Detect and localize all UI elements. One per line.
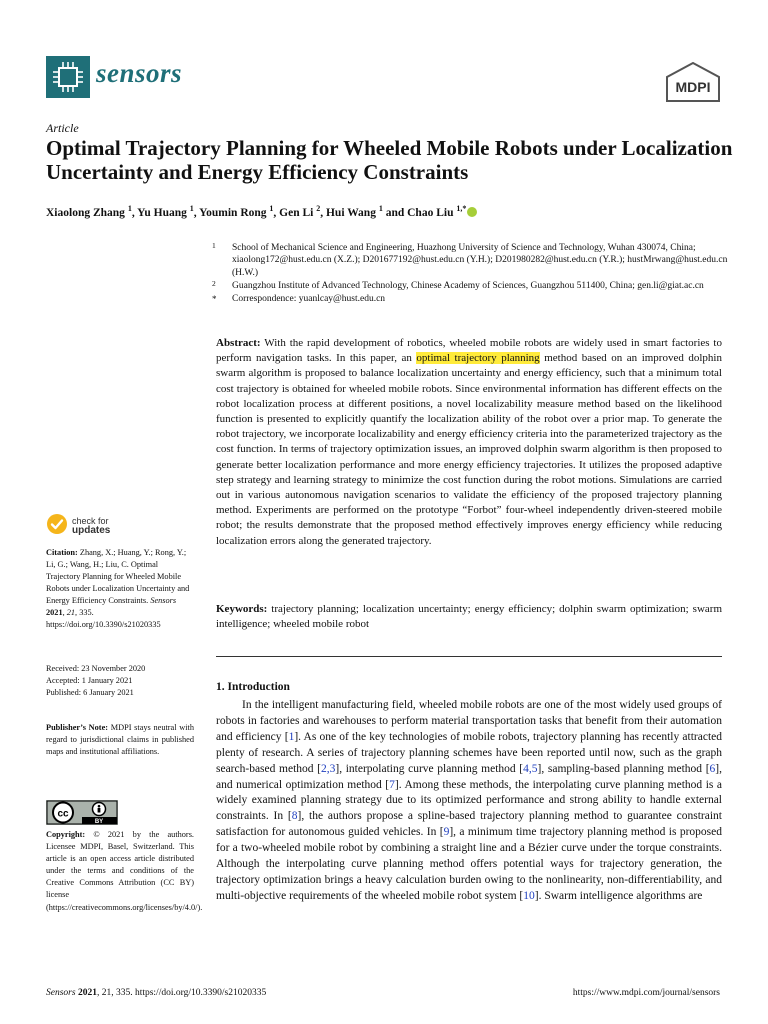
copyright [46,829,203,914]
reference-link[interactable]: 1 [288,730,295,743]
author-name[interactable]: Chao Liu [407,206,454,219]
body-text: ]. As one of the key technologies of mobile robots, trajectory planning has recently attracted plenty of research. A series of trajectory planning schemes have been reported until now, such as the graph search-based method [ [216,730,723,775]
footer-url[interactable]: https://www.mdpi.com/journal/sensors [572,988,720,998]
author-separator: , [273,206,280,219]
abstract-label: Abstract: [216,337,261,349]
author-affiliation-mark: 1 [127,204,132,213]
reference-link[interactable]: 8 [291,810,298,823]
svg-text:cc: cc [57,808,69,820]
check-updates-icon [46,513,68,535]
received-date: Received: 23 November 2020 [46,664,146,673]
check-for-updates-button[interactable] [46,513,176,539]
body-text: ]. Swarm intelligence algorithms are [534,889,703,902]
abstract-highlight[interactable]: optimal trajectory planning [416,352,540,365]
reference-link[interactable]: 10 [523,889,535,902]
footer-journal: Sensors [46,988,76,998]
journal-name[interactable]: sensors [96,58,183,88]
affiliation-text: Correspondence: yuanlcay@hust.edu.cn [232,294,386,305]
reference-link[interactable]: 9 [443,826,450,839]
body-text: ], a minimum time trajectory planning method is proposed for a two-wheeled mobile robot by combining a straight line and a Bézier curve under the torque constraints. Although the interpolating curve planning method offers potential ways for trajectory generation, the trajectory optimization brings a heavy calculation burden owing to the nonlinearity, non-differentiability, and multi-objective requirements of the wheeled mobile robot system [ [216,826,722,902]
cc-by-label: BY [94,819,104,825]
reference-link[interactable]: 7 [389,778,395,791]
article-type: Article [46,121,79,135]
affiliation-mark: 1 [212,241,216,250]
section-heading: 1. Introduction [216,681,290,693]
copyright-text: © 2021 by the authors. Licensee MDPI, Basel, Switzerland. This article is an open access article distributed under the terms and conditions of the Creative Commons Attribution (CC BY) license (https://creativecommons.org/licenses/by/4.0/). [46,830,203,912]
abstract-text-2: method based on an improved dolphin swarm algorithm is proposed to balance localization uncertainty and energy efficiency, such that a minimum total cost trajectory is obtained for wheeled mobile robots. Since environmental information has different effects on the robot localization process at different positions, a novel localizability measure method based on the likelihood function is presented to explicitly quantify the localization ability of the robot over a prior map. To generate the robot trajectory, we incorporate localizability and energy efficiency criteria into the parameterized trajectory as the cost function. In terms of trajectory optimization issues, an improved dolphin swarm algorithm is then proposed to generate better localization performance and more energy efficiency trajectories. It utilizes the proposed adaptive step strategy and learning strategy to minimize the cost function during the robot motions. Simulations are carried out in various autonomous navigation scenarios to validate the efficiency of the proposed trajectory planning method. Experiments are performed on the prototype “Forbot” four-wheel independently driven-steered mobile robot; the results demonstrate that the proposed method effectively improves energy efficiency while reducing localization errors along the generated trajectory. [216,352,722,547]
affiliation-text: School of Mechanical Science and Engineering, Huazhong University of Science and Technology, Wuhan 430074, China; xiaolong172@hust.edu.cn (X.Z.); D201677192@hust.edu.cn (Y.H.); D201980282@hust.edu.cn (Y.R.); hustMrwang@hust.edu.cn (H.W.) [232,243,728,278]
author-list [46,204,736,219]
citation-label: Citation: [46,548,78,557]
citation-journal: Sensors [150,596,177,605]
footer-year: 2021 [75,988,97,998]
publishers-note-label: Publisher’s Note: [46,723,109,732]
abstract-text-1: With the rapid development of robotics, wheeled mobile robots are widely used in smart factories to perform navigation tasks. In this paper, an [216,337,722,365]
author-affiliation-mark: 1,* [456,204,467,213]
author-separator: and [382,206,408,219]
mdpi-logo[interactable] [664,62,722,102]
author-separator: , [193,206,200,219]
footer-citation [46,988,266,998]
reference-link[interactable]: 6 [709,762,716,775]
author-affiliation-mark: 1 [189,204,194,213]
orcid-icon[interactable] [467,207,477,217]
author-name[interactable]: Yu Huang [137,206,187,219]
accepted-date: Accepted: 1 January 2021 [46,676,133,685]
footer-doi[interactable]: , 21, 335. https://doi.org/10.3390/s21020335 [96,988,267,998]
affiliation-mark: 2 [212,278,216,288]
author-separator: , [320,206,326,219]
author-affiliation-mark: 2 [316,204,321,213]
check-updates-line2: updates [72,525,111,536]
body-text: ], and numerical optimization method [ [216,762,722,791]
keywords-label: Keywords: [216,603,268,615]
author-name[interactable]: Gen Li [279,206,314,219]
author-name[interactable]: Hui Wang [325,206,376,219]
publishers-note-text: MDPI stays neutral with regard to jurisdictional claims in published maps and institutional affiliations. [46,723,194,756]
author-affiliation-mark: 1 [378,204,383,213]
author-separator: , [131,206,138,219]
author-name[interactable]: Xiaolong Zhang [46,206,125,219]
keywords [216,602,722,632]
citation [46,547,194,631]
cc-by-license-icon[interactable] [46,800,118,825]
publishers-note [46,722,194,758]
paper-title: Optimal Trajectory Planning for Wheeled Mobile Robots under Localization Uncertainty and Energy Efficiency Constraints [46,136,733,184]
abstract [216,336,722,549]
chip-icon [46,56,90,98]
affiliations [212,242,732,306]
citation-doi[interactable]: , 335. https://doi.org/10.3390/s21020335 [46,608,161,629]
body-text: In the intelligent manufacturing field, wheeled mobile robots are one of the most widely used groups of robots in factories and warehouses to perform material transportation tasks that benefit from their automation and efficiency [ [216,699,722,743]
affiliation-text: Guangzhou Institute of Advanced Technology, Chinese Academy of Sciences, Guangzhou 511400, China; gen.li@giat.ac.cn [232,280,704,291]
publisher-name: MDPI [675,79,711,95]
published-date: Published: 6 January 2021 [46,688,134,697]
author-name[interactable]: Youmin Rong [199,206,267,219]
body-text: ], interpolating curve planning method [ [335,762,524,775]
affiliation-item [212,293,732,305]
body-text: ], the authors propose a spline-based trajectory planning method to guarantee constraint satisfaction for autonomous guided vehicles. In [ [216,810,722,839]
author-affiliation-mark: 1 [269,204,274,213]
reference-link[interactable]: 2,3 [320,762,336,775]
check-updates-line1: check for [72,516,109,526]
affiliation-mark: * [212,294,217,305]
body-text: ], sampling-based planning method [ [537,762,710,775]
section-divider [216,656,722,657]
citation-text: Zhang, X.; Huang, Y.; Rong, Y.; Li, G.; Wang, H.; Liu, C. Optimal Trajectory Planning for Wheeled Mobile Robots under Localization Uncertainty and Energy Efficiency Constraints. [46,548,190,605]
body-text: ]. Among these methods, the interpolating curve planning method is a widely examined planning strategy due to its optimized performance and strong ability to handle external constraints. In [ [216,778,722,823]
citation-volume: , 21 [62,608,76,617]
copyright-label: Copyright: [46,830,86,839]
affiliation-item [212,280,732,292]
publication-dates [46,663,194,699]
affiliation-item [212,242,732,279]
reference-link[interactable]: 4,5 [523,762,538,775]
introduction-paragraph [216,698,722,905]
citation-year: 2021 [46,608,63,617]
keywords-text: trajectory planning; localization uncertainty; energy efficiency; dolphin swarm optimization; swarm intelligence; wheeled mobile robot [216,603,722,631]
